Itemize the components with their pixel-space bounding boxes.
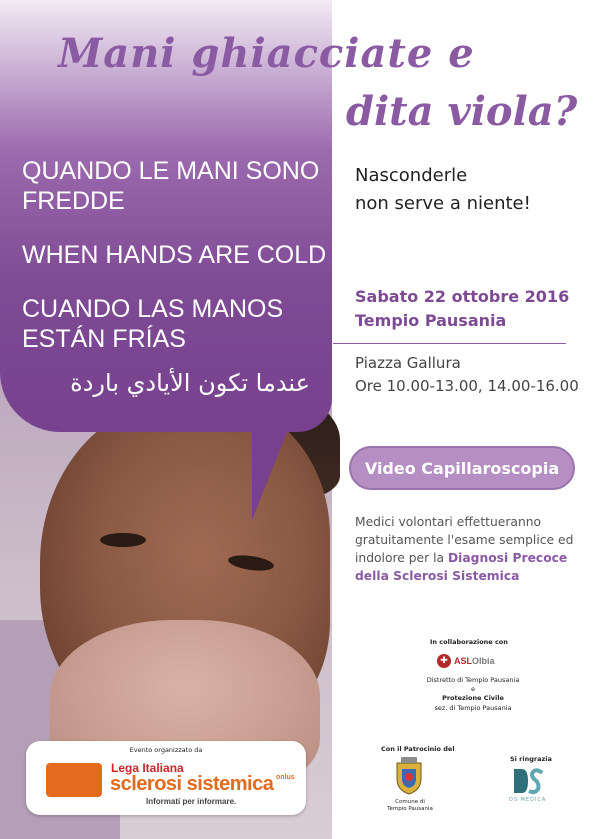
thanks-label: Si ringrazia (510, 755, 552, 763)
lega-italiana-logo-icon (46, 763, 102, 797)
message-spanish-line-2: ESTÁN FRÍAS (22, 325, 186, 353)
slogan-line-1: Nasconderle (355, 165, 468, 186)
title-line-1: Mani ghiacciate e (58, 30, 475, 77)
video-capillaroscopia-badge: Video Capillaroscopia (349, 446, 575, 490)
patronage-label: Con il Patrocinio del (381, 745, 455, 753)
description-text: Medici volontari effettueranno gratuitamente l'esame semplice ed indolore per la (355, 515, 574, 565)
collab-line: Distretto di Tempio Pausania (426, 676, 520, 684)
slogan-line-2: non serve a niente! (355, 193, 531, 214)
comune-line-2: Tempio Pausania (387, 806, 433, 812)
ds-medica-logo-icon (512, 767, 544, 795)
message-italian-line-1: QUANDO LE MANI SONO (22, 157, 320, 185)
event-date: Sabato 22 ottobre 2016 (355, 287, 570, 306)
organizer-tagline: Informati per informare. (146, 797, 237, 806)
divider (333, 343, 566, 344)
asl-logo-icon: ✚ (437, 654, 451, 668)
comune-line-1: Comune di (395, 799, 425, 805)
message-arabic: عندما تكون الأيادي باردة (70, 369, 310, 397)
event-place: Piazza Gallura (355, 354, 461, 372)
left-eye-shape (100, 533, 146, 547)
message-italian-line-2: FREDDE (22, 187, 125, 215)
organizer-label: Evento organizzato da (129, 746, 203, 754)
message-spanish (22, 294, 283, 354)
asl-name: Olbia (472, 656, 495, 666)
comune-crest-icon (392, 757, 426, 795)
collab-line: Protezione Civile (442, 694, 504, 703)
collaboration-partners (408, 676, 538, 713)
collaboration-label: In collaborazione con (430, 638, 508, 646)
comune-name (382, 799, 438, 813)
event-date-block (355, 285, 569, 333)
asl-logo-text (454, 656, 495, 666)
poster-title (58, 10, 598, 140)
asl-prefix: ASL (454, 656, 472, 666)
title-line-2: dita viola? (346, 88, 578, 135)
event-hours: Ore 10.00-13.00, 14.00-16.00 (355, 377, 579, 395)
organizer-name-line-2: sclerosi sistemica (110, 773, 274, 795)
slogan (355, 162, 531, 218)
message-spanish-line-1: CUANDO LAS MANOS (22, 295, 284, 323)
message-italian (22, 156, 319, 216)
event-city: Tempio Pausania (355, 311, 507, 330)
collab-line: sez. di Tempio Pausania (434, 703, 512, 712)
organizer-onlus: onlus (276, 774, 295, 781)
collab-line: e (471, 685, 475, 694)
ds-medica-label: DS MEDICA (509, 797, 547, 803)
description (355, 513, 585, 585)
asl-olbia-logo (437, 654, 495, 668)
organizer-name-line-1: Lega Italiana (111, 761, 184, 775)
speech-bubble-tail (252, 420, 292, 520)
organizer-box (26, 741, 306, 815)
event-location-block (355, 352, 579, 398)
description-highlight: Diagnosi Precoce della Sclerosi Sistemica (355, 551, 568, 583)
message-english: WHEN HANDS ARE COLD (22, 241, 327, 269)
